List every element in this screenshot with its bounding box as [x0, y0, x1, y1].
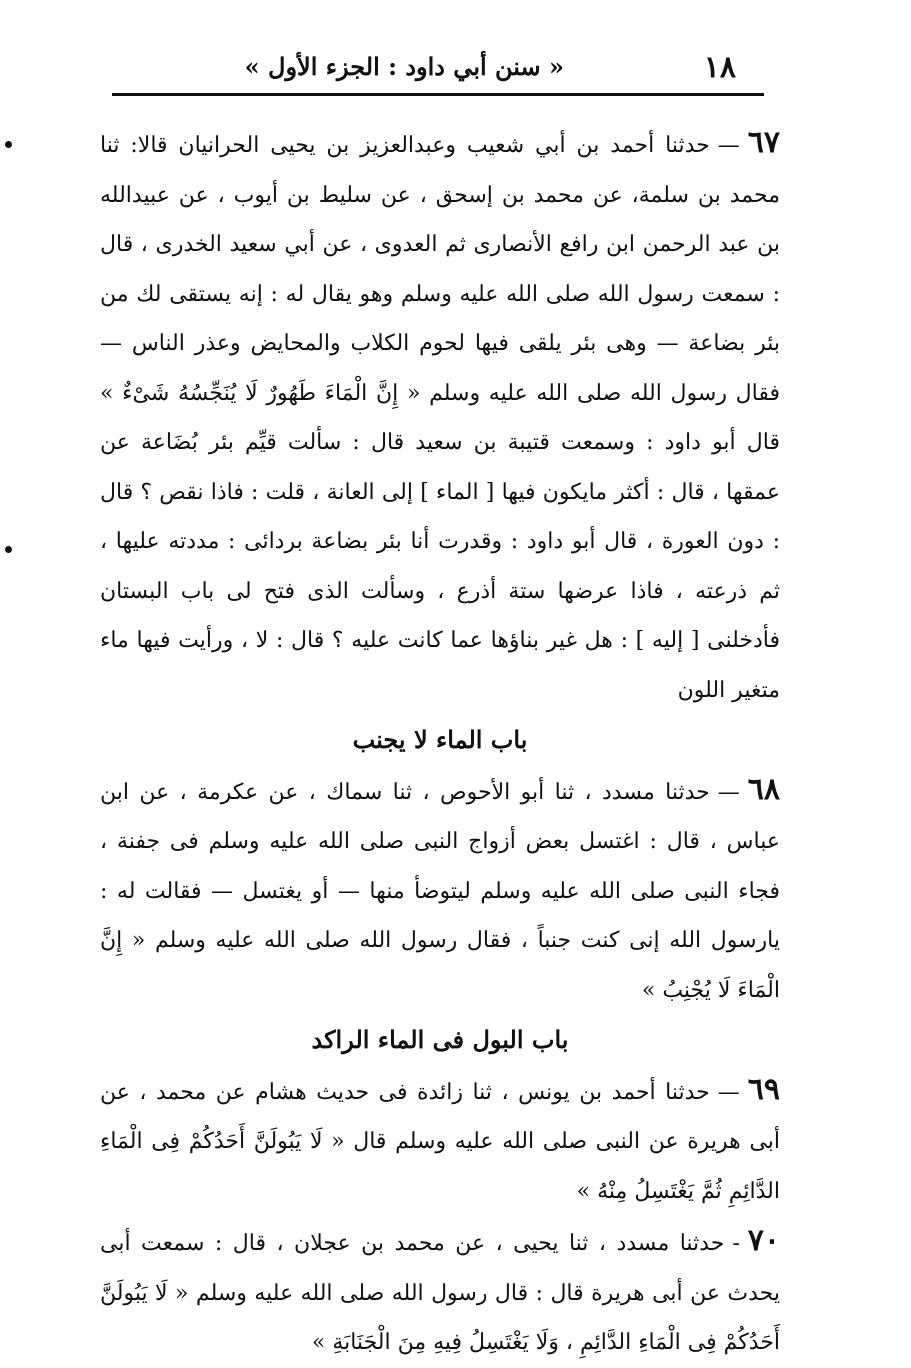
hadith-text: حدثنا أحمد بن يونس ، ثنا زائدة فى حديث هشام عن محمد ، عن أبى هريرة عن النبى صلى الله عليه وسلم قال « لَا يَبُولَنَّ أَحَدُكُمْ فِى الْمَاءِ الدَّائِمِ ثُمَّ يَغْتَسِلُ مِنْهُ » [100, 1079, 780, 1204]
hadith-67 [100, 118, 780, 715]
margin-dot [5, 546, 12, 553]
hadith-70 [100, 1216, 780, 1368]
hadith-number: ٦٨ [747, 771, 780, 807]
running-title: « سنن أبي داود : الجزء الأول » [244, 52, 564, 81]
dash: — [717, 1079, 740, 1105]
page-number: ١٨ [703, 50, 736, 85]
margin-dot [5, 141, 12, 148]
hadith-number: ٧٠ [747, 1223, 780, 1258]
hadith-69 [100, 1065, 780, 1217]
header-rule [112, 93, 764, 96]
hadith-text: حدثنا مسدد ، ثنا يحيى ، عن محمد بن عجلان ، قال : سمعت أبى يحدث عن أبى هريرة قال : قال رسول الله صلى الله عليه وسلم « لَا يَبُولَنَّ أَحَدُكُمْ فِى الْمَاءِ الدَّائِمِ ، وَلَا يَغْتَسِلُ فِيهِ مِنَ الْجَنَابَةِ » [100, 1231, 780, 1355]
dash: — [717, 133, 740, 158]
hadith-number: ٦٩ [747, 1071, 780, 1107]
dash: — [717, 779, 740, 805]
page-body [100, 118, 780, 1368]
hadith-number: ٦٧ [747, 125, 780, 160]
chapter-heading: باب البول فى الماء الراكد [311, 1025, 569, 1054]
hadith-text: حدثنا مسدد ، ثنا أبو الأحوص ، ثنا سماك ، عن عكرمة ، عن ابن عباس ، قال : اغتسل بعض أزواج النبى صلى الله عليه وسلم فى جفنة ، فجاء النبى صلى الله عليه وسلم ليتوضأ منها — أو يغتسل — فقالت له : يارسول الله إنى كنت جنباً ، فقال رسول الله صلى الله عليه وسلم « إِنَّ الْمَاءَ لَا يُجْنِبُ » [100, 779, 780, 1003]
dash: - [732, 1231, 740, 1256]
hadith-text: حدثنا أحمد بن أبي شعيب وعبدالعزيز بن يحيى الحرانيان قالا: ثنا محمد بن سلمة، عن محمد بن إسحق ، عن سليط بن أيوب ، عن عبيدالله بن عبد الرحمن ابن رافع الأنصارى ثم العدوى ، عن أبي سعيد الخدرى ، قال : سمعت رسول الله صلى الله عليه وسلم وهو يقال له : إنه يستقى لك من بئر بضاعة — وهى بئر يلقى فيها لحوم الكلاب والمحايض وعذر الناس — فقال رسول الله صلى الله عليه وسلم « إِنَّ الْمَاءَ طَهُورٌ لَا يُنَجِّسُهُ شَىْءٌ » قال أبو داود : وسمعت قتيبة بن سعيد قال : سألت قيِّم بئر بُضَاعة عن عمقها ، قال : أكثر مايكون فيها [ الماء ] إلى العانة ، قلت : فاذا نقص ؟ قال : دون العورة ، قال أبو داود : وقدرت أنا بئر بضاعة بردائى : مددته عليها ، ثم ذرعته ، فاذا عرضها ستة أذرع ، وسألت الذى فتح لى باب البستان فأدخلنى [ إليه ] : هل غير بناؤها عما كانت عليه ؟ قال : لا ، ورأيت فيها ماء متغير اللون [100, 133, 780, 703]
hadith-68 [100, 765, 780, 1016]
chapter-heading: باب الماء لا يجنب [352, 725, 528, 754]
page-header [112, 40, 764, 92]
